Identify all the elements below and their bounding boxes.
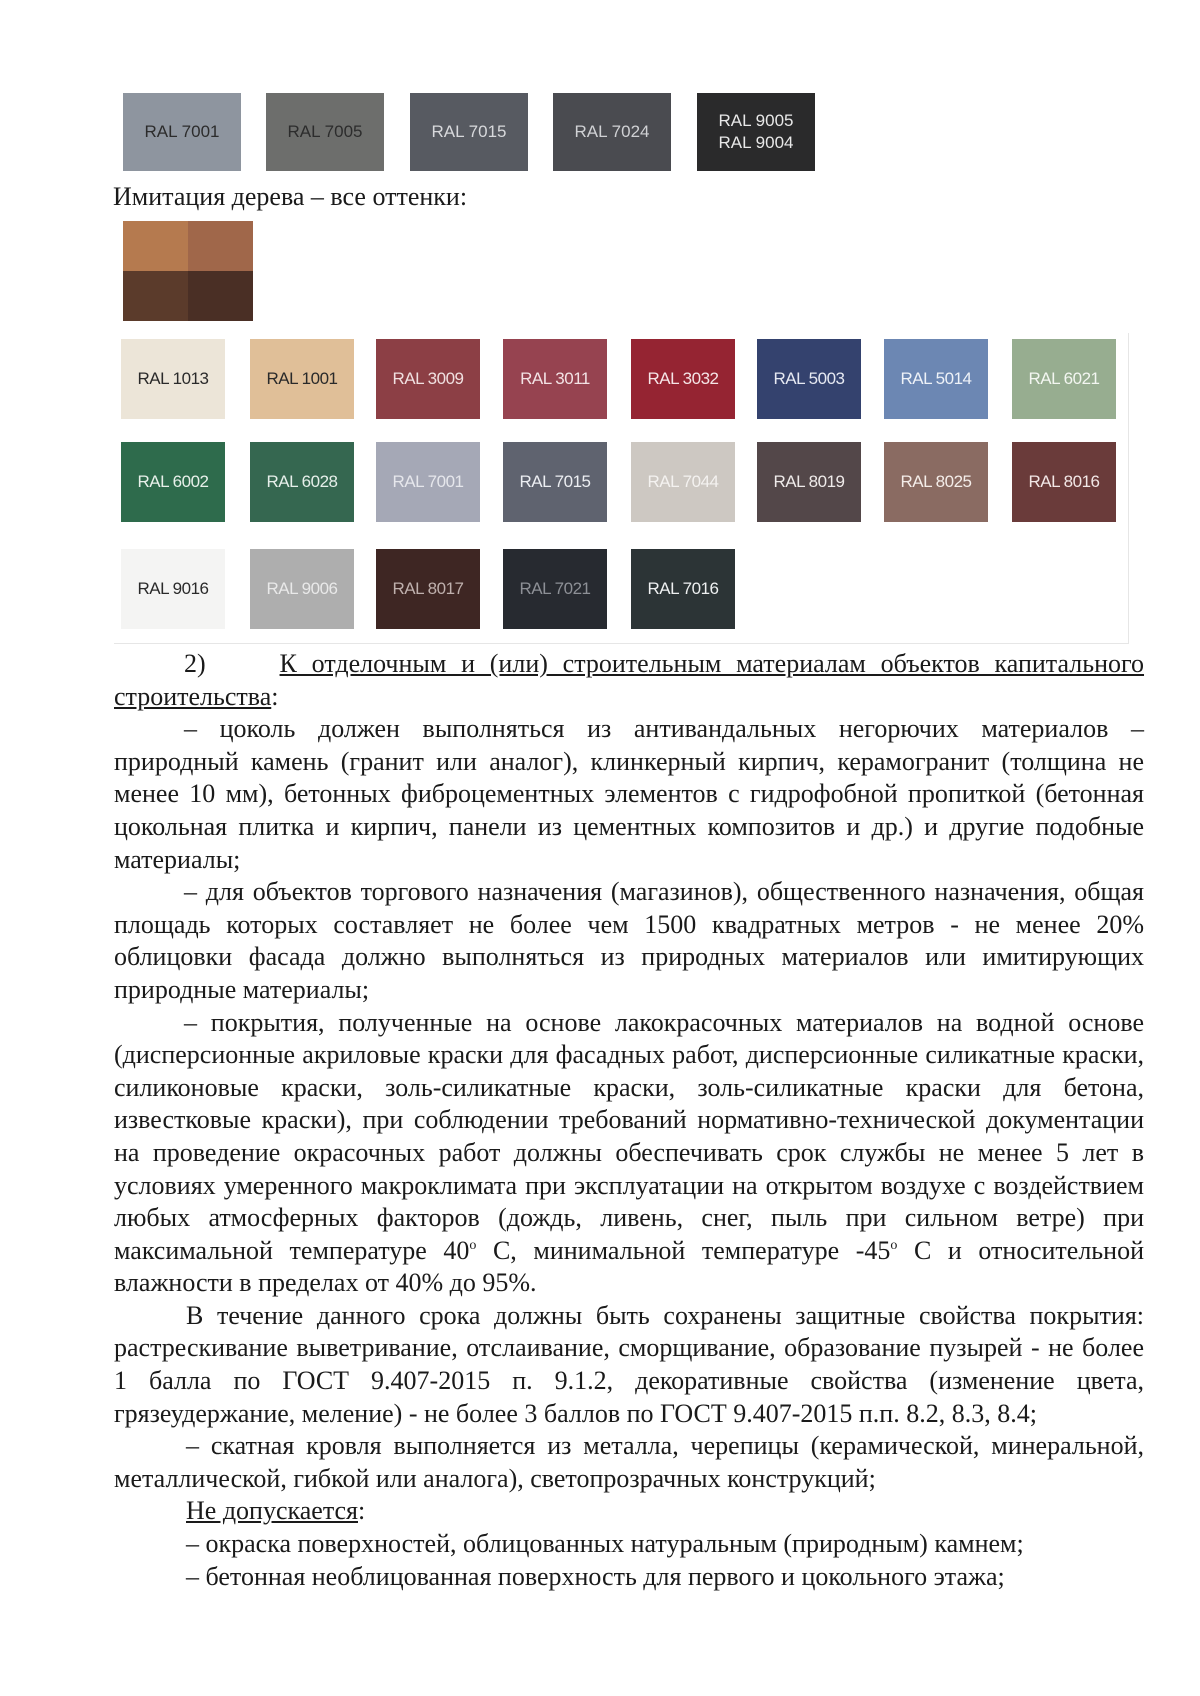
- degree-sign: o: [890, 1237, 898, 1253]
- swatch-ral-8025: [884, 442, 988, 522]
- wood-caption: Имитация дерева – все оттенки:: [113, 182, 468, 211]
- not-allowed-heading: [114, 1495, 1144, 1528]
- swatch-label: RAL 5003: [773, 369, 845, 388]
- swatch-ral-3011: [503, 339, 607, 419]
- swatch-label: RAL 9006: [266, 579, 338, 598]
- swatch-label: RAL 3032: [647, 369, 719, 388]
- colon: :: [271, 681, 279, 711]
- swatch-label: RAL 3009: [392, 369, 464, 388]
- swatch-ral-7001: [376, 442, 480, 522]
- swatch-ral-7001: [123, 93, 241, 171]
- bullet-coatings: [114, 1007, 1144, 1300]
- not-allowed-item-1: – окраска поверхностей, облицованных натуральным (природным) камнем;: [186, 1529, 1024, 1559]
- swatch-ral-9006: [250, 549, 354, 629]
- swatch-label: RAL 7016: [647, 579, 719, 598]
- swatch-ral-6002: [121, 442, 225, 522]
- swatch-label: RAL 5014: [900, 369, 972, 388]
- swatch-ral-7015: [503, 442, 607, 522]
- swatch-ral-5003: [757, 339, 861, 419]
- coatings-text-b: С, минимальной температуре -45: [476, 1235, 891, 1265]
- swatch-label: RAL 8016: [1028, 472, 1100, 491]
- item-2-heading: [114, 648, 1144, 713]
- swatch-ral-8019: [757, 442, 861, 522]
- swatch-ral-9005-9004: [697, 93, 815, 171]
- swatch-ral-3032: [631, 339, 735, 419]
- swatch-ral-9016: [121, 549, 225, 629]
- swatch-label: RAL 8019: [773, 472, 845, 491]
- swatch-ral-7024: [553, 93, 671, 171]
- swatch-ral-7016: [631, 549, 735, 629]
- not-allowed-label: Не допускается: [186, 1496, 358, 1526]
- bullet-roof: – скатная кровля выполняется из металла, черепицы (керамической, минеральной, металлической, гибкой или аналога), светопрозрачных конструкций;: [114, 1431, 1144, 1493]
- swatch-label: RAL 7015: [431, 122, 507, 141]
- item-number: 2): [184, 649, 206, 678]
- swatch-label: RAL 7005: [287, 122, 363, 141]
- swatch-label: RAL 7001: [144, 122, 220, 141]
- wood-tone-1: [123, 221, 188, 271]
- degree-sign: o: [469, 1237, 477, 1253]
- not-allowed-item-2: – бетонная необлицованная поверхность для первого и цокольного этажа;: [186, 1561, 1005, 1591]
- colon: :: [358, 1496, 366, 1526]
- swatch-label-2: RAL 9004: [718, 133, 794, 152]
- swatch-label: RAL 7024: [574, 122, 650, 141]
- swatch-ral-1001: [250, 339, 354, 419]
- swatch-ral-8016: [1012, 442, 1116, 522]
- swatch-label: RAL 8025: [900, 472, 972, 491]
- bullet-commercial: – для объектов торгового назначения (магазинов), общественного назначения, общая площадь которых составляет не более чем 1500 квадратных метров - не менее 20% облицовки фасада должно выполняться из природных материалов или имитирующих природные материалы;: [114, 877, 1144, 1004]
- swatch-ral-5014: [884, 339, 988, 419]
- wood-swatch: [123, 221, 253, 321]
- swatch-ral-7015: [410, 93, 528, 171]
- coatings-text-a: – покрытия, полученные на основе лакокрасочных материалов на водной основе (дисперсионные акриловые краски для фасадных работ, дисперсионные силикатные краски, силиконовые краски, золь-силикатные краски, золь-силикатные краски для бетона, известковые краски), при соблюдении требований нормативно-технической документации на проведение окрасочных работ должны обеспечивать срок службы не менее 5 лет в условиях умеренного макроклимата при эксплуатации на открытом воздухе с воздействием любых атмосферных факторов (дождь, ливень, снег, пыль при сильном ветре) при максимальной температуре 40: [114, 1007, 1144, 1265]
- wood-tone-2: [188, 221, 253, 271]
- swatch-ral-6021: [1012, 339, 1116, 419]
- swatch-ral-7044: [631, 442, 735, 522]
- swatch-label: RAL 6021: [1028, 369, 1100, 388]
- document-body: [114, 648, 1144, 1593]
- swatch-label: RAL 7021: [519, 579, 591, 598]
- swatch-ral-3009: [376, 339, 480, 419]
- swatch-ral-1013: [121, 339, 225, 419]
- coatings-text-c: С и относительной влажности в пределах от 40% до 95%.: [114, 1235, 1144, 1298]
- swatch-label: RAL 7001: [392, 472, 464, 491]
- bullet-plinth: – цоколь должен выполняться из антивандальных негорючих материалов – природный камень (гранит или аналог), клинкерный кирпич, керамогранит (толщина не менее 10 мм), бетонных фиброцементных элементов с гидрофобной пропиткой (бетонная цокольная плитка и кирпич, панели из цементных композитов и др.) и другие подобные материалы;: [114, 714, 1144, 874]
- swatch-label: RAL 6028: [266, 472, 338, 491]
- swatch-label: RAL 3011: [520, 369, 590, 388]
- item-2-title: К отделочным и (или) строительным материалам объектов капитального строительства: [114, 649, 1145, 711]
- swatch-label: RAL 6002: [137, 472, 209, 491]
- wood-tone-4: [188, 271, 253, 321]
- wood-tone-3: [123, 271, 188, 321]
- swatch-label: RAL 9005: [718, 111, 794, 130]
- swatch-label: RAL 9016: [137, 579, 209, 598]
- swatch-ral-8017: [376, 549, 480, 629]
- swatch-ral-7021: [503, 549, 607, 629]
- swatch-label: RAL 1013: [137, 369, 209, 388]
- paragraph-durability: В течение данного срока должны быть сохранены защитные свойства покрытия: растрескивание выветривание, отслаивание, сморщивание, образование пузырей - не более 1 балла по ГОСТ 9.407-2015 п. 9.1.2, декоративные свойства (изменение цвета, грязеудержание, меление) - не более 3 баллов по ГОСТ 9.407-2015 п.п. 8.2, 8.3, 8.4;: [114, 1300, 1144, 1428]
- swatch-ral-7005: [266, 93, 384, 171]
- swatch-label: RAL 1001: [266, 369, 338, 388]
- swatch-label: RAL 7015: [519, 472, 591, 491]
- swatch-label: RAL 7044: [647, 472, 719, 491]
- swatch-label: RAL 8017: [392, 579, 464, 598]
- swatch-ral-6028: [250, 442, 354, 522]
